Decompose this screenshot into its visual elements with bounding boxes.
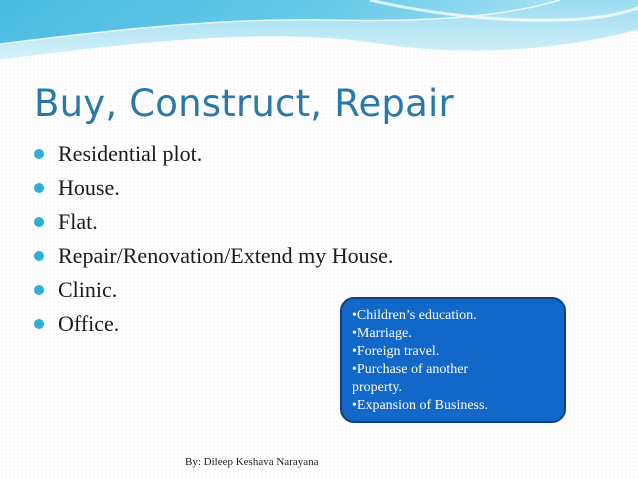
footer-author: By: Dileep Keshava Narayana xyxy=(185,456,319,468)
bullet-item xyxy=(20,174,393,208)
bullet-text: Repair/Renovation/Extend my House. xyxy=(58,243,394,268)
bullet-item xyxy=(20,140,393,174)
bullet-text: Residential plot. xyxy=(58,141,203,166)
bullet-text: Flat. xyxy=(58,209,98,234)
bullet-item xyxy=(20,310,393,344)
bullet-dot-icon xyxy=(34,217,44,227)
slide-title: Buy, Construct, Repair xyxy=(34,82,454,125)
bullet-dot-icon xyxy=(34,183,44,193)
callout-line: •Purchase of another xyxy=(352,362,469,377)
callout-line: •Children’s education. xyxy=(352,308,477,323)
bullet-list xyxy=(20,140,393,344)
callout-line: •Expansion of Business. xyxy=(352,398,488,413)
bullet-item xyxy=(20,242,393,276)
bullet-text: Office. xyxy=(58,311,120,336)
bullet-text: Clinic. xyxy=(58,277,118,302)
callout-box xyxy=(340,297,566,423)
bullet-text: House. xyxy=(58,175,120,200)
callout-line: •Foreign travel. xyxy=(352,344,440,359)
bullet-item xyxy=(20,276,393,310)
bullet-item xyxy=(20,208,393,242)
bullet-dot-icon xyxy=(34,251,44,261)
callout-line: property. xyxy=(352,380,403,395)
bullet-dot-icon xyxy=(34,149,44,159)
bullet-dot-icon xyxy=(34,285,44,295)
callout-line: •Marriage. xyxy=(352,326,412,341)
header-wave-decoration xyxy=(0,0,638,80)
bullet-dot-icon xyxy=(34,319,44,329)
